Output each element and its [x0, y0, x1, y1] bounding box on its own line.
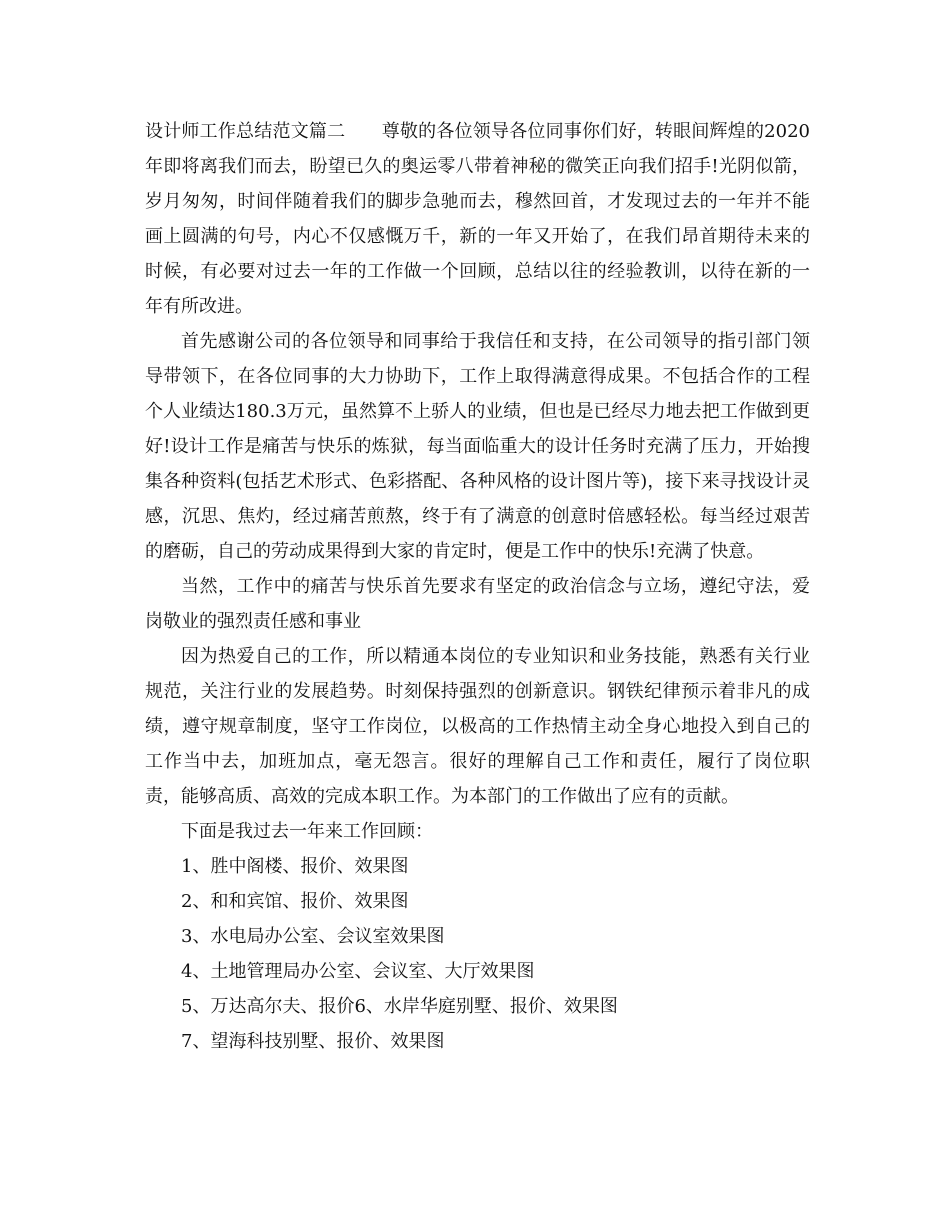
- paragraph-work-attitude: 因为热爱自己的工作，所以精通本岗位的专业知识和业务技能，熟悉有关行业规范，关注行业的发展趋势。时刻保持强烈的创新意识。钢铁纪律预示着非凡的成绩，遵守规章制度，坚守工作岗位，以极高的工作热情主动全身心地投入到自己的工作当中去，加班加点，毫无怨言。很好的理解自己工作和责任，履行了岗位职责，能够高质、高效的完成本职工作。为本部门的工作做出了应有的贡献。: [145, 646, 810, 807]
- paragraph-belief: 当然，工作中的痛苦与快乐首先要求有坚定的政治信念与立场，遵纪守法，爱岗敬业的强烈责任感和事业: [145, 576, 810, 632]
- list-item: 2、和和宾馆、报价、效果图: [181, 891, 409, 912]
- list-item: 1、胜中阁楼、报价、效果图: [181, 856, 409, 877]
- list-intro: 下面是我过去一年来工作回顾：: [181, 821, 433, 842]
- paragraph-intro: 设计师工作总结范文篇二 尊敬的各位领导各位同事你们好，转眼间辉煌的2020年即将离我们而去，盼望已久的奥运零八带着神秘的微笑正向我们招手!光阴似箭，岁月匆匆，时间伴随着我们的脚步急驰而去，穆然回首，才发现过去的一年并不能画上圆满的句号，内心不仅感慨万千，新的一年又开始了，在我们昂首期待未来的时候，有必要对过去一年的工作做一个回顾，总结以往的经验教训，以待在新的一年有所改进。: [145, 121, 810, 317]
- work-review-list: [145, 849, 810, 1059]
- document-page: [145, 114, 810, 1059]
- list-item: 7、望海科技别墅、报价、效果图: [181, 1031, 445, 1052]
- list-item: 3、水电局办公室、会议室效果图: [181, 926, 445, 947]
- list-item: 5、万达高尔夫、报价6、水岸华庭别墅、报价、效果图: [181, 996, 618, 1017]
- paragraph-thanks: 首先感谢公司的各位领导和同事给于我信任和支持，在公司领导的指引部门领导带领下，在各位同事的大力协助下，工作上取得满意得成果。不包括合作的工程个人业绩达180.3万元，虽然算不上骄人的业绩，但也是已经尽力地去把工作做到更好!设计工作是痛苦与快乐的炼狱，每当面临重大的设计任务时充满了压力，开始搜集各种资料(包括艺术形式、色彩搭配、各种风格的设计图片等)，接下来寻找设计灵感，沉思、焦灼，经过痛苦煎熬，终于有了满意的创意时倍感轻松。每当经过艰苦的磨砺，自己的劳动成果得到大家的肯定时，便是工作中的快乐!充满了快意。: [145, 331, 810, 562]
- list-item: 4、土地管理局办公室、会议室、大厅效果图: [181, 961, 535, 982]
